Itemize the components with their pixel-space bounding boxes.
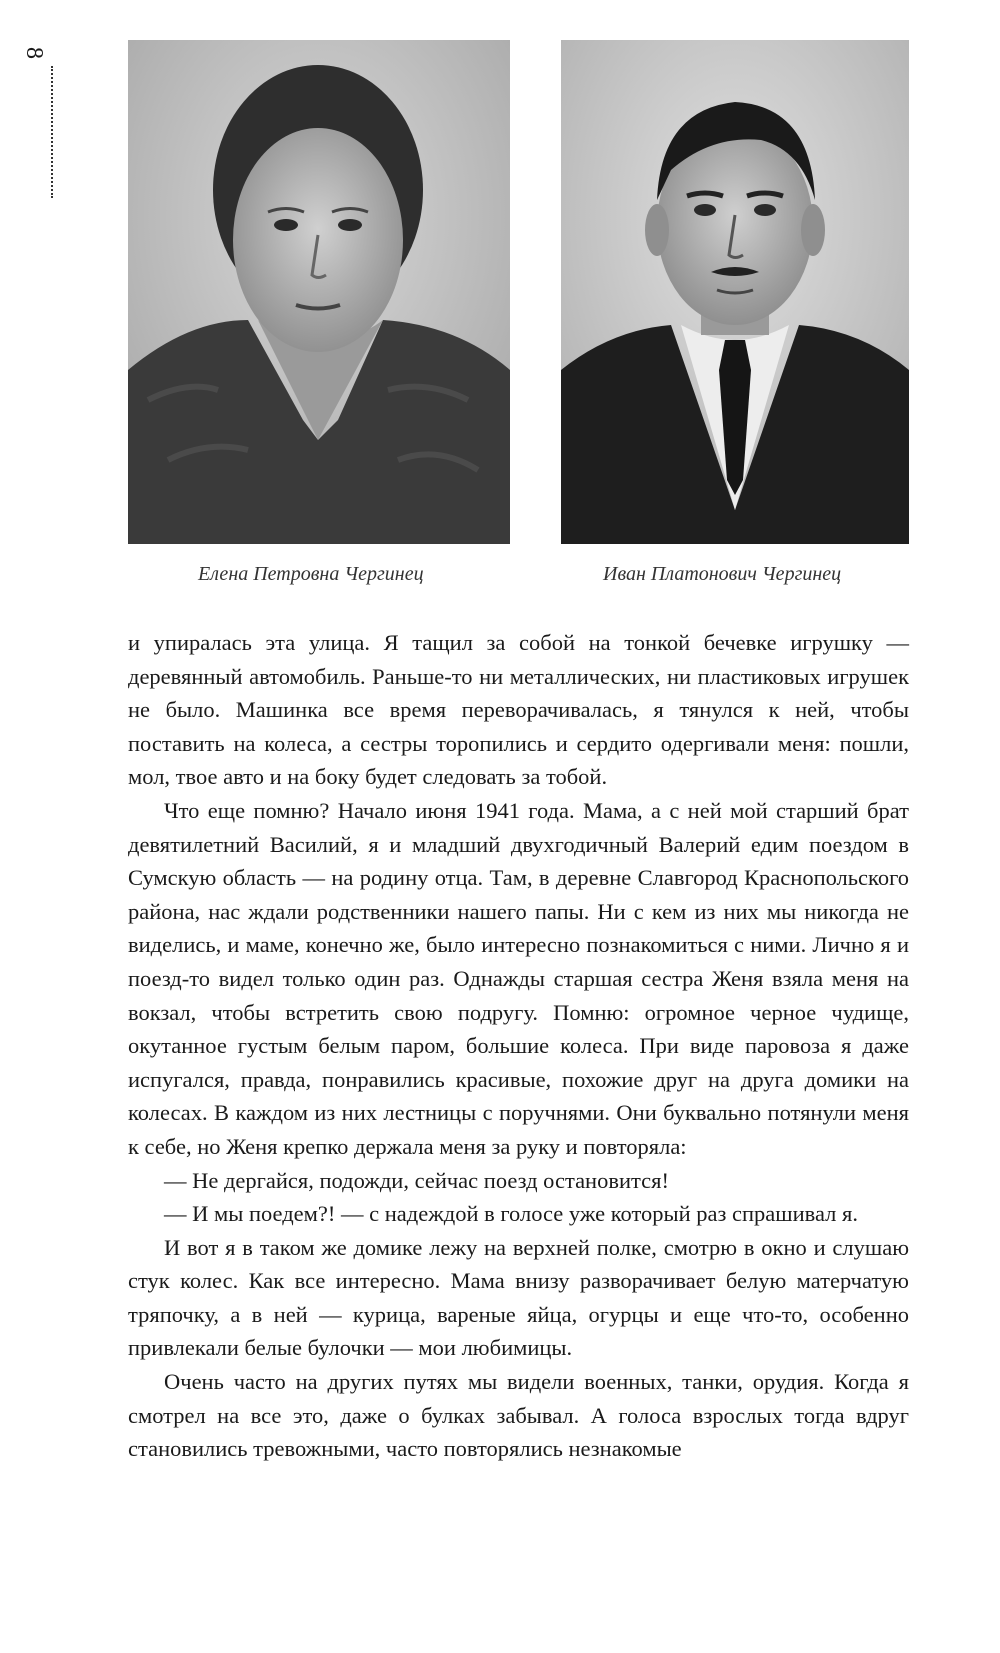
page-number: 8 — [21, 47, 47, 59]
paragraph: И вот я в таком же домике лежу на верхней полке, смотрю в окно и слушаю стук колес. Как все интересно. Мама внизу разворачивает белую матерчатую тряпочку, а в ней — курица, вареные яйца, огурцы и еще что-то, особенно привлекали белые булочки — мои любимицы. — [128, 1234, 909, 1361]
margin-dotted-rule — [51, 66, 53, 198]
paragraph: Что еще помню? Начало июня 1941 года. Мама, а с ней мой старший брат девятилетний Василий, я и младший двухгодичный Валерий едим поездом в Сумскую область — на родину отца. Там, в деревне Славгород Краснопольского района, нас ждали родственники нашего папы. Ни с кем из них мы никогда не виделись, и маме, конечно же, было интересно познакомиться с ними. Лично я и поезд-то видел только один раз. Однажды старшая сестра Женя взяла меня на вокзал, чтобы встретить свою подругу. Помню: огромное черное чудище, окутанное густым белым паром, большие колеса. При виде паровоза я даже испугался, правда, понравились красивые, похожие друг на друга домики на колесах. В каждом из них лестницы с поручнями. Они буквально потянули меня к себе, но Женя крепко держала меня за руку и повторяла: — [128, 797, 909, 1159]
photo-caption-right: Иван Платонович Чергинец — [603, 563, 842, 585]
photo-caption-left: Елена Петровна Чергинец — [198, 563, 424, 585]
portrait-man-image — [561, 40, 909, 544]
portrait-photo-right — [561, 40, 909, 544]
body-text — [128, 626, 909, 1466]
dialogue-line: — Не дергайся, подожди, сейчас поезд остановится! — [164, 1167, 669, 1193]
portrait-woman-image — [128, 40, 510, 544]
dialogue-line: — И мы поедем?! — с надеждой в голосе уже который раз спрашивал я. — [164, 1201, 858, 1227]
paragraph: Очень часто на других путях мы видели военных, танки, орудия. Когда я смотрел на все это, даже о булках забывал. А голоса взрослых тогда вдруг становились тревожными, часто повторялись незнакомые — [128, 1369, 909, 1462]
portrait-photo-left — [128, 40, 510, 544]
paragraph: и упиралась эта улица. Я тащил за собой на тонкой бечевке игрушку — деревянный автомобиль. Раньше-то ни металлических, ни пластиковых игрушек не было. Машинка все время переворачивалась, я тянулся к ней, чтобы поставить на колеса, а сестры торопились и сердито одергивали меня: пошли, мол, твое авто и на боку будет следовать за тобой. — [128, 630, 909, 790]
